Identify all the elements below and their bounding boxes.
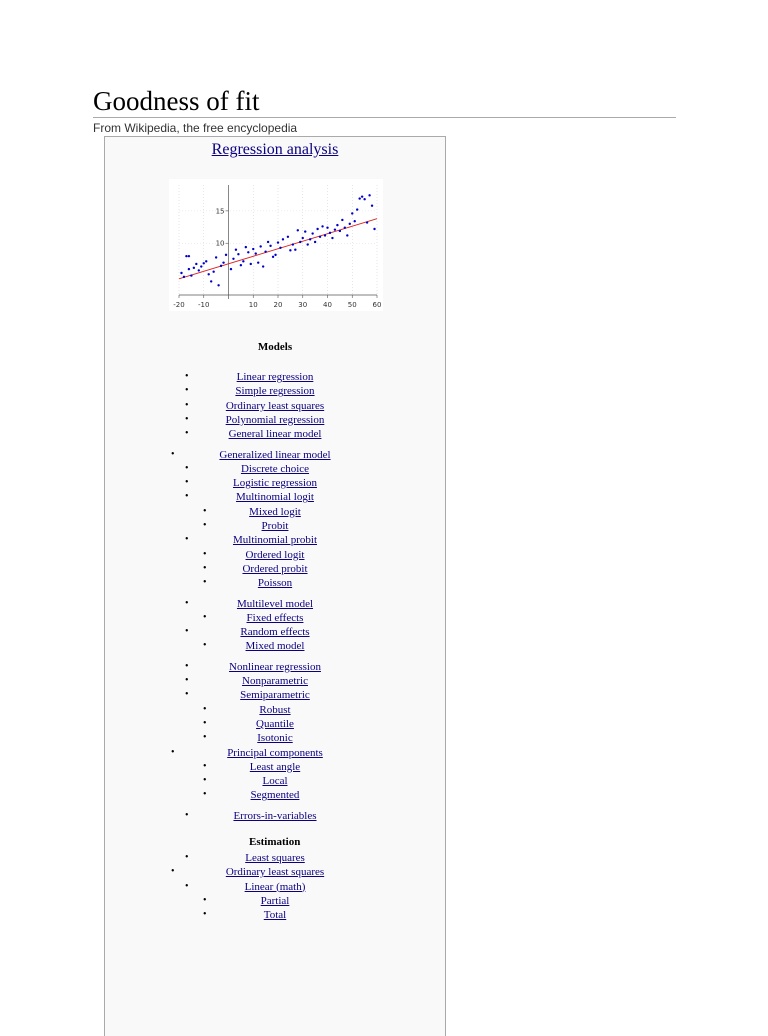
list-item — [105, 611, 445, 625]
list-item-link[interactable]: Total — [263, 909, 287, 922]
bullet-icon: • — [171, 866, 175, 878]
bullet-icon: • — [203, 505, 207, 517]
bullet-icon: • — [185, 689, 189, 701]
list-item-link[interactable]: Linear (math) — [244, 880, 306, 893]
list-item-link[interactable]: Least squares — [245, 852, 305, 864]
data-point — [366, 221, 368, 223]
list-item-link[interactable]: Quantile — [256, 717, 294, 730]
data-point — [351, 212, 353, 214]
list-item — [105, 760, 445, 774]
list-item-link[interactable]: General linear model — [228, 428, 322, 441]
list-item — [105, 427, 445, 441]
list-item-link[interactable]: Mixed model — [245, 640, 305, 653]
list-item-link[interactable]: Nonlinear regression — [229, 660, 321, 673]
data-point — [294, 249, 296, 251]
data-point — [368, 194, 370, 196]
regression-scatter-plot — [169, 179, 383, 311]
list-item-link[interactable]: Ordered logit — [245, 548, 305, 561]
bullet-icon: • — [185, 880, 189, 892]
data-point — [190, 274, 192, 276]
data-point — [235, 249, 237, 251]
list-item-link[interactable]: Logistic regression — [232, 477, 317, 490]
bullet-icon: • — [203, 640, 207, 652]
list-item-link[interactable]: Probit — [261, 520, 289, 532]
data-point — [183, 276, 185, 278]
list-item — [105, 639, 445, 653]
list-item — [105, 774, 445, 788]
bullet-icon: • — [203, 520, 207, 531]
data-point — [232, 258, 234, 260]
data-point — [304, 230, 306, 232]
data-point — [225, 254, 227, 256]
data-point — [245, 246, 247, 248]
bullet-icon: • — [185, 399, 189, 411]
x-tick-label: 20 — [273, 301, 283, 309]
data-point — [302, 237, 304, 239]
list-item — [105, 413, 445, 427]
list-item-link[interactable]: Polynomial regression — [225, 413, 325, 426]
list-item-link[interactable]: Poisson — [257, 577, 293, 590]
data-point — [287, 236, 289, 238]
list-item — [105, 880, 445, 894]
data-point — [252, 248, 254, 250]
data-point — [297, 229, 299, 231]
bullet-icon: • — [185, 413, 189, 425]
list-item-link[interactable]: Ordered probit — [242, 562, 308, 575]
list-item — [105, 548, 445, 562]
data-point — [358, 197, 360, 199]
data-point — [208, 273, 210, 275]
bullet-icon: • — [185, 371, 189, 382]
data-point — [321, 225, 323, 227]
data-point — [349, 223, 351, 225]
list-item — [105, 562, 445, 576]
data-point — [212, 271, 214, 273]
data-point — [257, 261, 259, 263]
list-item — [105, 788, 445, 802]
data-point — [307, 243, 309, 245]
list-item — [105, 908, 445, 922]
y-tick-label: 15 — [215, 207, 225, 216]
y-tick-label: 10 — [215, 239, 225, 248]
list-item-link[interactable]: Mixed logit — [249, 505, 301, 518]
bullet-icon: • — [185, 491, 189, 503]
infobox-title-link[interactable]: Regression analysis — [211, 141, 339, 158]
list-item — [105, 660, 445, 674]
bullet-icon: • — [185, 385, 189, 397]
data-point — [180, 272, 182, 274]
bullet-icon: • — [185, 428, 189, 440]
data-point — [247, 251, 249, 253]
list-item — [105, 809, 445, 823]
list-item — [105, 576, 445, 590]
data-point — [274, 254, 276, 256]
bullet-icon: • — [203, 611, 207, 623]
list-item — [105, 674, 445, 688]
bullet-icon: • — [203, 717, 207, 729]
list-item — [105, 703, 445, 717]
list-item-link[interactable]: Errors-in-variables — [233, 809, 317, 822]
list-item-link[interactable]: Segmented — [250, 789, 300, 802]
list-item-link[interactable]: Multilevel model — [236, 597, 314, 610]
models-heading: Models — [257, 341, 293, 353]
list-item — [105, 448, 445, 462]
data-point — [331, 237, 333, 239]
x-tick-label: 60 — [372, 301, 382, 309]
list-item-link[interactable]: Nonparametric — [242, 675, 308, 687]
list-item — [105, 851, 445, 865]
data-point — [198, 269, 200, 271]
list-item-link[interactable]: Robust — [259, 703, 291, 716]
list-item-link[interactable]: Least angle — [249, 760, 301, 773]
data-point — [361, 195, 363, 197]
list-item — [105, 731, 445, 745]
data-point — [222, 261, 224, 263]
list-item — [105, 597, 445, 611]
data-point — [185, 255, 187, 257]
data-point — [324, 234, 326, 236]
data-point — [259, 245, 261, 247]
estimation-heading: Estimation — [249, 836, 301, 848]
list-item-link[interactable]: Ordinary least squares — [225, 866, 325, 879]
data-point — [237, 253, 239, 255]
bullet-icon: • — [203, 894, 207, 906]
data-point — [344, 227, 346, 229]
data-point — [242, 260, 244, 262]
bullet-icon: • — [203, 909, 207, 921]
data-point — [188, 268, 190, 270]
list-item — [105, 370, 445, 384]
list-item — [105, 533, 445, 547]
x-tick-label: 10 — [248, 301, 258, 309]
list-item — [105, 505, 445, 519]
bullet-icon: • — [185, 597, 189, 609]
data-point — [336, 224, 338, 226]
data-point — [267, 241, 269, 243]
list-item-link[interactable]: Isotonic — [257, 732, 293, 745]
list-item — [105, 462, 445, 476]
bullet-icon: • — [171, 448, 175, 460]
x-tick-label: 50 — [347, 301, 357, 309]
data-point — [339, 230, 341, 232]
data-point — [195, 263, 197, 265]
data-point — [210, 280, 212, 282]
list-item — [105, 384, 445, 398]
data-point — [193, 267, 195, 269]
data-point — [188, 255, 190, 257]
data-point — [289, 249, 291, 251]
data-point — [279, 247, 281, 249]
data-point — [220, 265, 222, 267]
data-point — [250, 263, 252, 265]
bullet-icon: • — [203, 562, 207, 574]
bullet-icon: • — [203, 703, 207, 715]
list-item-link[interactable]: Ordinary least squares — [225, 399, 325, 412]
data-point — [314, 241, 316, 243]
bullet-icon: • — [185, 462, 189, 474]
list-item-link[interactable]: Principal components — [227, 746, 323, 759]
data-point — [371, 205, 373, 207]
bullet-icon: • — [203, 760, 207, 772]
list-item — [105, 399, 445, 413]
data-point — [354, 220, 356, 222]
list-item-link[interactable]: Semiparametric — [240, 689, 310, 702]
data-point — [272, 256, 274, 258]
list-item — [105, 717, 445, 731]
title-divider — [93, 117, 676, 118]
data-point — [326, 227, 328, 229]
data-point — [264, 250, 266, 252]
data-point — [329, 232, 331, 234]
data-point — [269, 245, 271, 247]
data-point — [356, 208, 358, 210]
data-point — [200, 265, 202, 267]
data-point — [299, 241, 301, 243]
list-item-link[interactable]: Multinomial logit — [236, 491, 314, 504]
bullet-icon: • — [171, 746, 175, 758]
list-item-link[interactable]: Discrete choice — [240, 462, 310, 475]
data-point — [334, 228, 336, 230]
list-item-link[interactable]: Fixed effects — [246, 611, 304, 624]
page-subtitle: From Wikipedia, the free encyclopedia — [93, 121, 298, 135]
data-point — [346, 234, 348, 236]
data-point — [255, 252, 257, 254]
bullet-icon: • — [203, 577, 207, 589]
list-item — [105, 894, 445, 908]
data-point — [363, 198, 365, 200]
bullet-icon: • — [203, 548, 207, 560]
data-point — [292, 243, 294, 245]
list-item — [105, 476, 445, 490]
bullet-icon: • — [185, 660, 189, 672]
data-point — [262, 265, 264, 267]
bullet-icon: • — [185, 477, 189, 489]
bullet-icon: • — [185, 675, 189, 686]
list-item-link[interactable]: Multinomial probit — [232, 534, 318, 547]
list-item — [105, 519, 445, 533]
page-title: Goodness of fit — [93, 86, 260, 116]
list-item-link[interactable]: Simple regression — [235, 385, 315, 398]
data-point — [217, 284, 219, 286]
x-tick-label: -20 — [173, 301, 185, 309]
list-item-link[interactable]: Generalized linear model — [219, 448, 331, 461]
data-point — [319, 236, 321, 238]
list-item-link[interactable]: Linear regression — [236, 371, 314, 383]
list-item — [105, 688, 445, 702]
data-point — [309, 238, 311, 240]
data-point — [205, 260, 207, 262]
infobox-regression-analysis — [104, 136, 446, 1036]
list-item-link[interactable]: Local — [262, 775, 288, 788]
list-item-link[interactable]: Partial — [260, 894, 290, 907]
list-item — [105, 746, 445, 760]
data-point — [341, 219, 343, 221]
data-point — [230, 268, 232, 270]
bullet-icon: • — [185, 852, 189, 863]
bullet-icon: • — [203, 732, 207, 744]
data-point — [373, 228, 375, 230]
data-point — [282, 238, 284, 240]
x-tick-label: 40 — [323, 301, 332, 309]
data-point — [277, 241, 279, 243]
data-point — [316, 228, 318, 230]
data-point — [240, 264, 242, 266]
data-point — [215, 256, 217, 258]
list-item — [105, 625, 445, 639]
x-tick-label: -10 — [198, 301, 210, 309]
list-item — [105, 490, 445, 504]
bullet-icon: • — [185, 809, 189, 821]
list-item-link[interactable]: Random effects — [240, 626, 310, 639]
data-point — [311, 232, 313, 234]
list-item — [105, 865, 445, 879]
data-point — [203, 262, 205, 264]
x-tick-label: 30 — [298, 301, 308, 309]
bullet-icon: • — [203, 789, 207, 801]
bullet-icon: • — [185, 534, 189, 546]
bullet-icon: • — [185, 626, 189, 638]
bullet-icon: • — [203, 775, 207, 787]
